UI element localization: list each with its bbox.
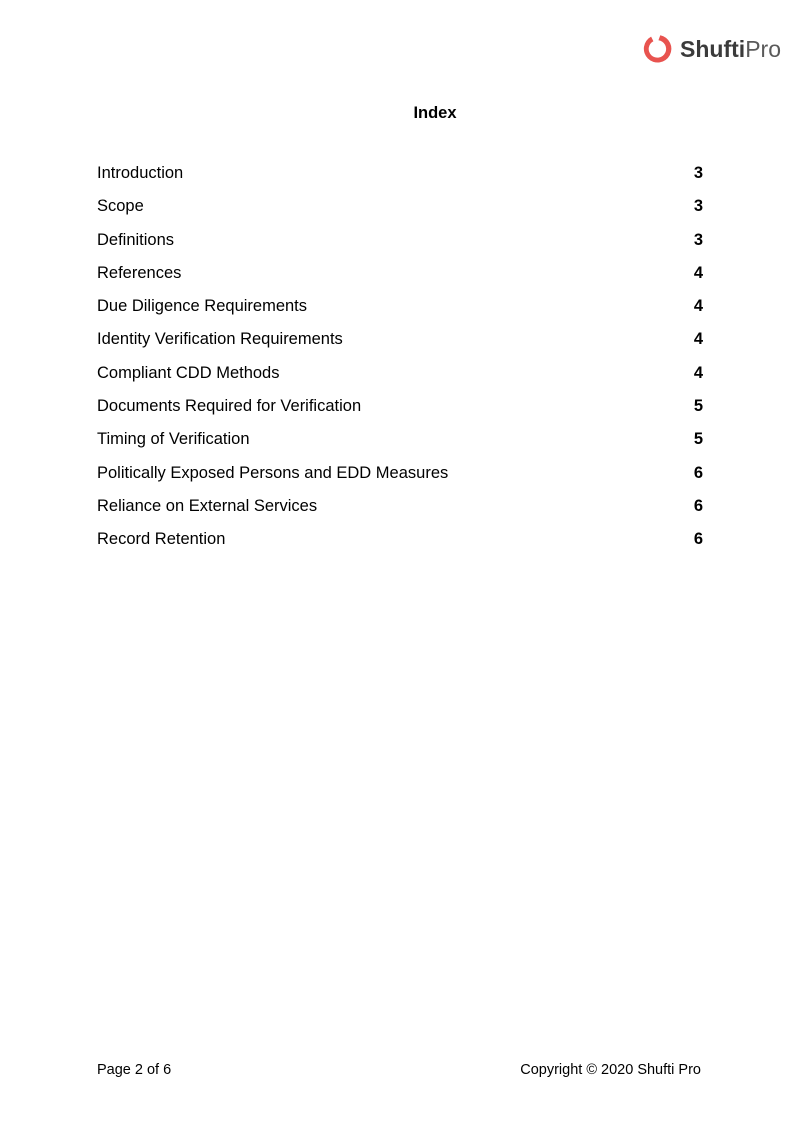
toc-item-label: Identity Verification Requirements <box>97 330 343 349</box>
toc-item-label: Reliance on External Services <box>97 496 318 515</box>
toc-item-page-number: 4 <box>693 297 703 316</box>
toc-item-compliant-cdd-methods[interactable] <box>97 363 703 396</box>
toc-item-introduction[interactable] <box>97 163 703 196</box>
toc-item-page-number: 6 <box>693 496 703 515</box>
toc-item-page-number: 4 <box>693 330 703 349</box>
page-indicator: Page 2 of 6 <box>97 1062 172 1078</box>
toc-item-page-number: 5 <box>693 430 703 449</box>
page-footer <box>97 1061 701 1079</box>
toc-item-timing-of-verification[interactable] <box>97 429 703 462</box>
brand-logo <box>641 29 781 69</box>
toc-item-page-number: 3 <box>693 230 703 249</box>
toc-item-due-diligence-requirements[interactable] <box>97 296 703 329</box>
toc-item-label: Definitions <box>97 230 175 249</box>
toc-item-page-number: 6 <box>693 530 703 549</box>
toc-item-record-retention[interactable] <box>97 529 703 562</box>
toc-item-references[interactable] <box>97 263 703 296</box>
toc-item-page-number: 3 <box>693 164 703 182</box>
toc-item-scope[interactable] <box>97 196 703 229</box>
toc-item-label: Compliant CDD Methods <box>97 363 280 382</box>
table-of-contents <box>97 163 703 563</box>
toc-item-label: Introduction <box>97 164 184 182</box>
toc-item-label: Politically Exposed Persons and EDD Measures <box>97 463 449 482</box>
brand-name-light: Pro <box>745 35 781 62</box>
toc-item-label: Scope <box>97 197 144 216</box>
toc-item-page-number: 4 <box>693 363 703 382</box>
toc-item-definitions[interactable] <box>97 230 703 263</box>
toc-item-page-number: 5 <box>693 397 703 416</box>
toc-item-page-number: 6 <box>693 463 703 482</box>
toc-item-label: Record Retention <box>97 530 226 549</box>
brand-name-strong: Shufti <box>680 35 746 62</box>
toc-item-label: Timing of Verification <box>97 430 250 449</box>
toc-item-identity-verification-requirements[interactable] <box>97 329 703 362</box>
toc-item-label: Documents Required for Verification <box>97 397 362 416</box>
brand-name <box>680 35 781 62</box>
toc-item-reliance-on-external-services[interactable] <box>97 496 703 529</box>
toc-item-politically-exposed-persons[interactable] <box>97 463 703 496</box>
toc-item-page-number: 4 <box>693 263 703 282</box>
page-title: Index <box>413 104 457 122</box>
toc-item-documents-required[interactable] <box>97 396 703 429</box>
toc-item-label: References <box>97 263 182 282</box>
shuftipro-logo-icon <box>641 29 674 69</box>
toc-item-label: Due Diligence Requirements <box>97 297 308 316</box>
copyright-notice: Copyright © 2020 Shufti Pro <box>520 1062 701 1078</box>
toc-item-page-number: 3 <box>693 197 703 216</box>
